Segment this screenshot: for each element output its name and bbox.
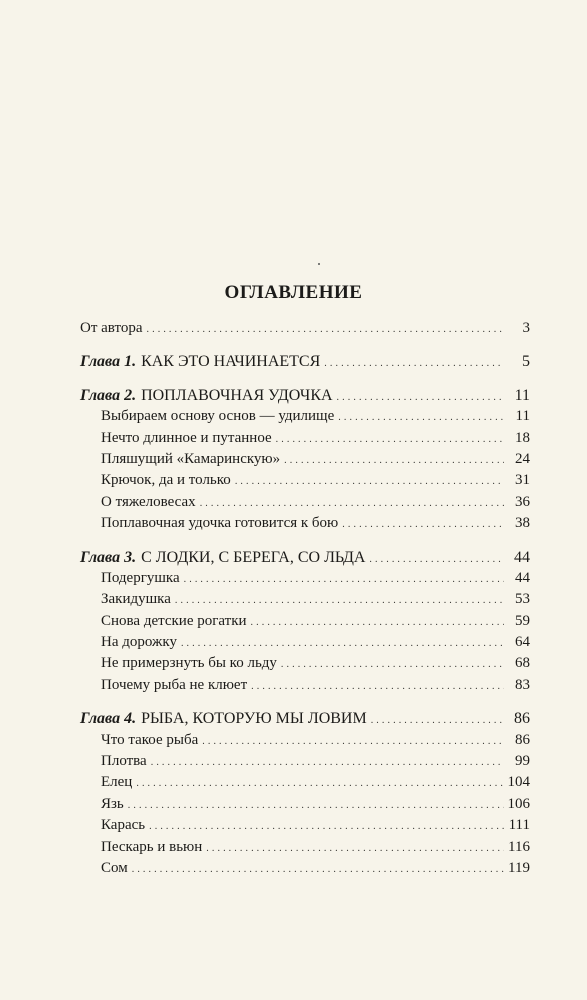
- page-number: 83: [515, 676, 530, 693]
- entry-title: Сом: [101, 859, 128, 876]
- entry-title: Почему рыба не клюет: [101, 676, 248, 693]
- dot-leader: [132, 858, 504, 880]
- chapter-number: Глава 3.: [80, 548, 137, 566]
- dot-leader: [284, 449, 504, 471]
- dot-leader: [235, 470, 504, 492]
- page-number: 11: [515, 408, 530, 425]
- entry-title: Подергушка: [101, 569, 180, 586]
- dot-leader: [251, 675, 504, 697]
- page-number: 53: [515, 591, 530, 608]
- dot-leader: [181, 632, 504, 654]
- chapter-gap: [80, 696, 530, 708]
- page-number: 5: [522, 353, 530, 371]
- dot-leader: [147, 318, 504, 340]
- toc-chapter-row: [80, 385, 530, 406]
- toc-entry-row: [80, 449, 530, 470]
- chapter-title: С ЛОДКИ, С БЕРЕГА, СО ЛЬДА: [141, 548, 366, 566]
- dot-leader: [149, 815, 504, 837]
- entry-title: Снова детские рогатки: [101, 612, 247, 629]
- page-number: 106: [507, 795, 530, 812]
- page-number: 104: [507, 774, 530, 791]
- toc-entry-row: [80, 751, 530, 772]
- chapter-gap: [80, 339, 530, 351]
- entry-title: Пескарь и вьюн: [101, 838, 203, 855]
- entry-title: Что такое рыба: [101, 731, 199, 748]
- page-number: 111: [508, 817, 530, 834]
- page-number: 44: [514, 548, 530, 566]
- entry-title: Поплавочная удочка готовится к бою: [101, 515, 339, 532]
- print-speck: [318, 263, 320, 265]
- entry-title: Не примерзнуть бы ко льду: [101, 655, 277, 672]
- toc-entry-row: [80, 794, 530, 815]
- toc-entry-row: [80, 568, 530, 589]
- page-number: 31: [515, 472, 530, 489]
- dot-leader: [136, 772, 503, 794]
- chapter-number: Глава 4.: [80, 710, 137, 728]
- page-number: 68: [515, 655, 530, 672]
- dot-leader: [281, 653, 504, 675]
- dot-leader: [184, 568, 504, 590]
- entry-title: Закидушка: [101, 591, 171, 608]
- page-number: 11: [514, 386, 530, 404]
- dot-leader: [337, 385, 504, 408]
- toc-title: ОГЛАВЛЕНИЕ: [224, 282, 363, 303]
- dot-leader: [251, 611, 504, 633]
- toc-entry-row: [80, 318, 530, 339]
- page-number: 64: [515, 634, 530, 651]
- dot-leader: [202, 730, 504, 752]
- chapter-title: РЫБА, КОТОРУЮ МЫ ЛОВИМ: [141, 710, 367, 728]
- entry-title: На дорожку: [101, 634, 177, 651]
- toc-entry-row: [80, 653, 530, 674]
- toc-entry-row: [80, 428, 530, 449]
- entry-title: Карась: [101, 817, 146, 834]
- dot-leader: [128, 794, 504, 816]
- dot-leader: [200, 492, 504, 514]
- page-number: 59: [515, 612, 530, 629]
- dot-leader: [324, 351, 504, 374]
- dot-leader: [276, 428, 504, 450]
- toc-entry-row: [80, 492, 530, 513]
- dot-leader: [369, 547, 504, 570]
- page-number: 116: [508, 838, 530, 855]
- dot-leader: [371, 708, 504, 731]
- toc-entry-row: [80, 730, 530, 751]
- chapter-title: ПОПЛАВОЧНАЯ УДОЧКА: [141, 386, 333, 404]
- toc-entry-row: [80, 470, 530, 491]
- page-number: 36: [515, 493, 530, 510]
- dot-leader: [342, 513, 504, 535]
- page-number: 99: [515, 753, 530, 770]
- toc-entry-row: [80, 837, 530, 858]
- toc-entry-row: [80, 513, 530, 534]
- dot-leader: [175, 589, 504, 611]
- toc-entry-row: [80, 815, 530, 836]
- entry-title: От автора: [80, 320, 143, 336]
- entry-title: Язь: [101, 795, 124, 812]
- entry-title: Нечто длинное и путанное: [101, 429, 272, 446]
- toc-entry-row: [80, 406, 530, 427]
- page-number: 3: [522, 320, 530, 336]
- toc-chapter-row: [80, 547, 530, 568]
- page-number: 44: [515, 569, 530, 586]
- chapter-gap: [80, 373, 530, 385]
- entry-title: Крючок, да и только: [101, 472, 231, 489]
- toc-entry-row: [80, 772, 530, 793]
- page-number: 86: [514, 710, 530, 728]
- toc-entry-row: [80, 675, 530, 696]
- chapter-number: Глава 2.: [80, 386, 137, 404]
- page-number: 38: [515, 515, 530, 532]
- toc-entry-row: [80, 611, 530, 632]
- dot-leader: [338, 406, 504, 428]
- toc-entry-row: [80, 858, 530, 879]
- page-number: 86: [515, 731, 530, 748]
- entry-title: Елец: [101, 774, 133, 791]
- table-of-contents: [80, 318, 530, 879]
- chapter-gap: [80, 535, 530, 547]
- entry-title: О тяжеловесах: [101, 493, 196, 510]
- toc-entry-row: [80, 632, 530, 653]
- page-number: 24: [515, 450, 530, 467]
- page-number: 18: [515, 429, 530, 446]
- chapter-title: КАК ЭТО НАЧИНАЕТСЯ: [141, 353, 321, 371]
- page-number: 119: [508, 859, 530, 876]
- entry-title: Выбираем основу основ — удилище: [101, 408, 335, 425]
- entry-title: Плотва: [101, 753, 147, 770]
- dot-leader: [206, 837, 504, 859]
- toc-entry-row: [80, 589, 530, 610]
- toc-chapter-row: [80, 351, 530, 372]
- chapter-number: Глава 1.: [80, 353, 137, 371]
- dot-leader: [151, 751, 504, 773]
- entry-title: Пляшущий «Камаринскую»: [101, 450, 281, 467]
- toc-chapter-row: [80, 708, 530, 729]
